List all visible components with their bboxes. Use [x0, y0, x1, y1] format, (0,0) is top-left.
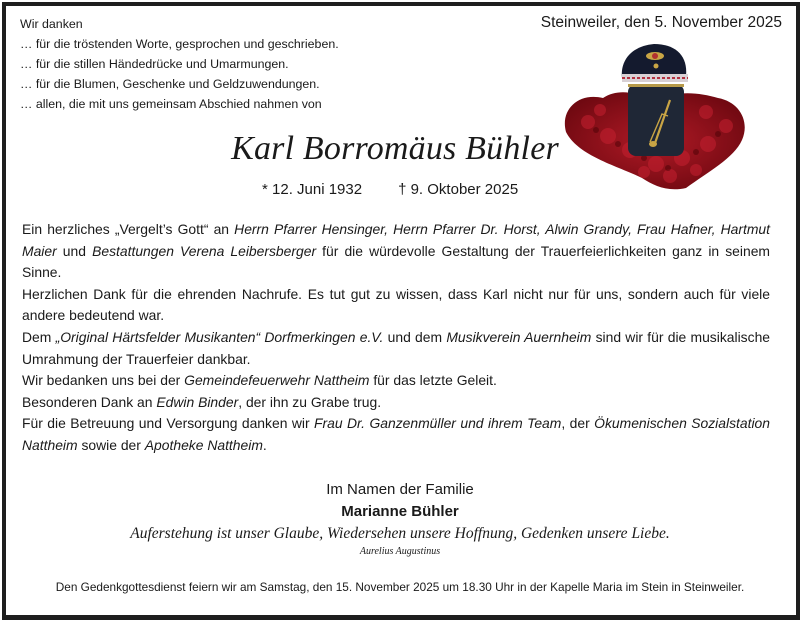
birth-date: * 12. Juni 1932 [262, 181, 363, 198]
thanks-paragraph-clergy: Ein herzliches „Vergelt’s Gott“ an Herrn Pfarrer Hensinger, Herrn Pfarrer Dr. Horst, Alwin Grandy, Frau Hafner, Hartmut Maier und Bestattungen Verena Leibersberger für die würdevolle Gestaltung der Trauerfeierlichkeiten ganz in seinem Sinne. [22, 221, 771, 281]
thanks-paragraph-care: Für die Betreuung und Versorgung danken wir Frau Dr. Ganzenmüller und ihrem Team, der Ökumenischen Sozialstation Nattheim sowie der Apotheke Nattheim. [22, 415, 770, 453]
thanks-paragraph-music: Dem „Original Härtsfelder Musikanten“ Dorfmerkingen e.V. und dem Musikverein Auernheim sind wir für die musikalische Umrahmung der Trauerfeier dankbar. [22, 328, 771, 367]
thanks-intro [20, 14, 339, 114]
deceased-name: Karl Borromäus Bühler [231, 130, 559, 167]
thanks-body [22, 219, 770, 457]
quote: Auferstehung ist unser Glaube, Wiedersehen unsere Hoffnung, Gedenken unsere Liebe. [130, 525, 670, 542]
urn-rose-heart-icon [558, 40, 748, 192]
place-date: Steinweiler, den 5. November 2025 [540, 14, 782, 31]
thanks-paragraph-fire-brigade: Wir bedanken uns bei der Gemeindefeuerwehr Nattheim für das letzte Geleit. [22, 372, 497, 389]
closing-block [0, 478, 800, 558]
family-line: Im Namen der Familie [326, 481, 474, 498]
intro-line: … für die stillen Händedrücke und Umarmungen. [20, 57, 289, 71]
quote-author: Aurelius Augustinus [359, 546, 441, 557]
signer-name: Marianne Bühler [341, 503, 459, 520]
intro-line: Wir danken [20, 17, 83, 31]
intro-line: … für die tröstenden Worte, gesprochen und geschrieben. [20, 37, 339, 51]
life-dates [262, 181, 518, 198]
memorial-photo [558, 40, 748, 192]
death-date: † 9. Oktober 2025 [398, 181, 519, 198]
service-notice: Den Gedenkgottesdienst feiern wir am Samstag, den 15. November 2025 um 18.30 Uhr in der Kapelle Maria im Stein in Steinweiler. [55, 580, 745, 594]
intro-line: … allen, die mit uns gemeinsam Abschied nahmen von [20, 97, 322, 111]
thanks-paragraph-obituaries: Herzlichen Dank für die ehrenden Nachrufe. Es tut gut zu wissen, dass Karl nicht nur für uns, sondern auch für viele andere bedeutend war. [22, 285, 770, 324]
intro-line: … für die Blumen, Geschenke und Geldzuwendungen. [20, 77, 320, 91]
thanks-paragraph-pallbearer: Besonderen Dank an Edwin Binder, der ihn zu Grabe trug. [22, 393, 382, 410]
